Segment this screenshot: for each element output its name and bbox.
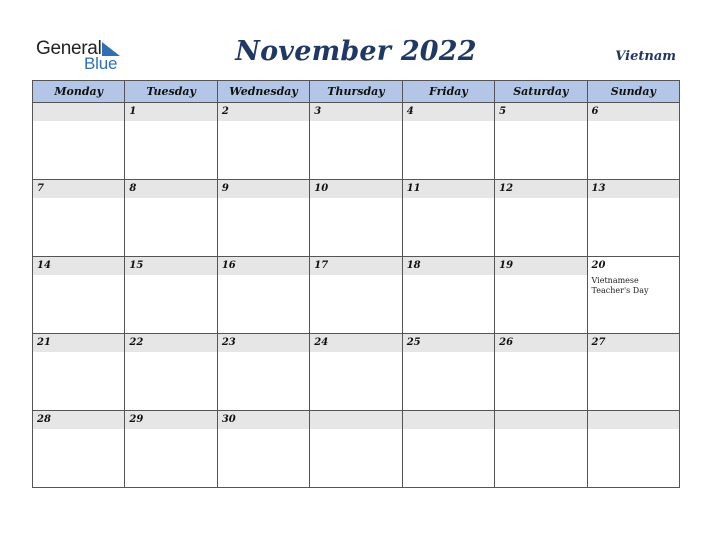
week-row (33, 411, 680, 488)
day-number-bar (218, 411, 309, 429)
day-number-bar (403, 334, 494, 352)
day-number-bar (588, 180, 679, 198)
day-cell (587, 257, 679, 334)
day-number-bar (125, 103, 216, 121)
day-number-bar (218, 180, 309, 198)
day-cell (495, 103, 587, 180)
day-number-bar (33, 411, 124, 429)
day-number: 6 (591, 106, 599, 117)
day-cell (495, 411, 587, 488)
day-cell (33, 411, 125, 488)
day-number: 11 (406, 183, 421, 194)
day-cell (125, 257, 217, 334)
day-number-bar (218, 334, 309, 352)
day-number-bar (125, 257, 216, 275)
day-number: 23 (221, 337, 236, 348)
day-number-bar (33, 334, 124, 352)
day-number: 25 (406, 337, 421, 348)
weekday-header: Wednesday (217, 81, 309, 103)
weekday-header: Sunday (587, 81, 679, 103)
week-row (33, 103, 680, 180)
day-cell (495, 180, 587, 257)
day-cell (217, 257, 309, 334)
day-number: 14 (37, 260, 51, 271)
week-row (33, 334, 680, 411)
day-number-bar (33, 257, 124, 275)
weekday-header: Monday (33, 81, 125, 103)
weekday-header: Thursday (310, 81, 402, 103)
day-number-bar (218, 103, 309, 121)
day-cell (217, 411, 309, 488)
weekday-header: Tuesday (125, 81, 217, 103)
day-cell (587, 411, 679, 488)
day-cell (33, 334, 125, 411)
week-row (33, 257, 680, 334)
day-cell (217, 103, 309, 180)
day-cell (310, 103, 402, 180)
day-cell (587, 180, 679, 257)
day-number: 8 (129, 183, 137, 194)
day-number-bar (495, 180, 586, 198)
day-cell (402, 411, 494, 488)
day-number: 5 (499, 106, 507, 117)
day-cell (587, 103, 679, 180)
day-cell (495, 334, 587, 411)
day-number: 26 (499, 337, 514, 348)
day-cell (217, 334, 309, 411)
day-number-bar (310, 334, 401, 352)
week-row (33, 180, 680, 257)
day-number: 17 (314, 260, 329, 271)
day-number-bar (310, 257, 401, 275)
day-number: 28 (37, 414, 51, 425)
day-number-bar (33, 180, 124, 198)
day-number-bar (310, 103, 401, 121)
day-number-bar (403, 411, 494, 429)
day-number-bar (588, 411, 679, 429)
day-number: 3 (314, 106, 322, 117)
day-cell (217, 180, 309, 257)
country-label: Vietnam (615, 49, 676, 64)
day-number-bar (588, 257, 679, 275)
day-number-bar (33, 103, 124, 121)
day-cell (33, 103, 125, 180)
day-cell (402, 257, 494, 334)
day-number: 13 (591, 183, 606, 194)
day-number-bar (588, 334, 679, 352)
day-number: 15 (129, 260, 144, 271)
day-cell (310, 334, 402, 411)
day-cell (125, 103, 217, 180)
day-number: 19 (499, 260, 514, 271)
day-number-bar (495, 334, 586, 352)
day-number-bar (310, 180, 401, 198)
day-cell (125, 180, 217, 257)
day-cell (587, 334, 679, 411)
weekday-header-row (33, 81, 680, 103)
day-cell (495, 257, 587, 334)
day-number: 30 (221, 414, 236, 425)
day-number: 22 (129, 337, 144, 348)
day-number-bar (495, 257, 586, 275)
day-number: 21 (37, 337, 51, 348)
day-cell (33, 180, 125, 257)
day-number: 18 (406, 260, 421, 271)
day-number-bar (310, 411, 401, 429)
day-number-bar (588, 103, 679, 121)
day-number: 16 (221, 260, 236, 271)
day-cell (402, 180, 494, 257)
logo-blue-text: Blue (84, 54, 118, 73)
day-number-bar (495, 103, 586, 121)
day-cell (125, 411, 217, 488)
day-cell (402, 334, 494, 411)
day-cell (310, 180, 402, 257)
day-number: 29 (129, 414, 144, 425)
day-number: 7 (37, 183, 44, 194)
day-number-bar (403, 103, 494, 121)
calendar-grid (32, 80, 680, 488)
day-number-bar (403, 180, 494, 198)
day-number: 1 (129, 106, 137, 117)
day-number-bar (218, 257, 309, 275)
weekday-header: Saturday (495, 81, 587, 103)
day-number: 9 (221, 183, 229, 194)
day-number-bar (125, 334, 216, 352)
day-number: 12 (499, 183, 514, 194)
calendar-title: November 2022 (235, 36, 477, 67)
day-number: 10 (314, 183, 329, 194)
day-number: 27 (591, 337, 606, 348)
day-cell (310, 257, 402, 334)
weekday-header: Friday (402, 81, 494, 103)
holiday-label: Vietnamese Teacher's Day (591, 276, 649, 295)
day-number-bar (403, 257, 494, 275)
day-number-bar (495, 411, 586, 429)
day-number: 24 (314, 337, 329, 348)
day-number: 2 (221, 106, 229, 117)
day-number-bar (125, 411, 216, 429)
day-number: 20 (591, 260, 606, 271)
day-cell (310, 411, 402, 488)
day-cell (402, 103, 494, 180)
day-number: 4 (406, 106, 414, 117)
day-cell (125, 334, 217, 411)
day-cell (33, 257, 125, 334)
logo-general-text: General (36, 38, 102, 59)
day-number-bar (125, 180, 216, 198)
